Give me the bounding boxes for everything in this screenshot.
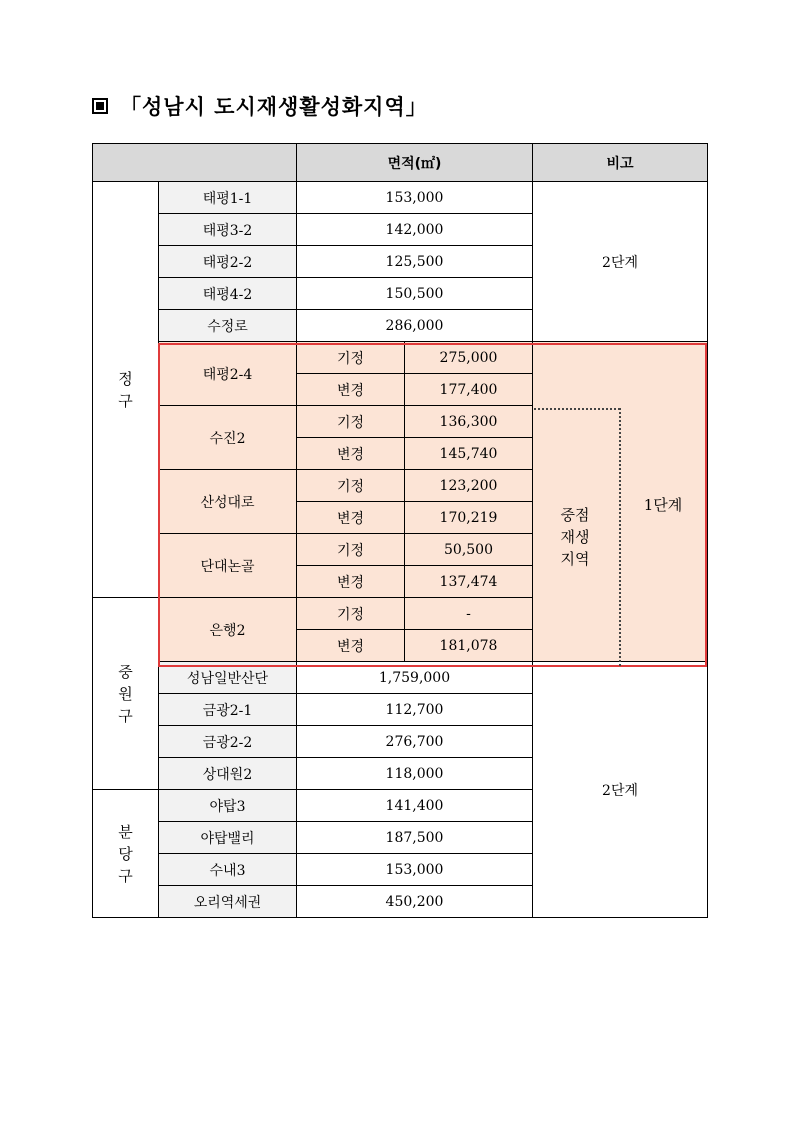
header-area: 면적(㎡)	[297, 144, 533, 182]
existing-area: 136,300	[405, 406, 533, 438]
region-area: 125,500	[297, 246, 533, 278]
region-area: 118,000	[297, 758, 533, 790]
region-name: 금광2-2	[159, 726, 297, 758]
region-name: 태평3-2	[159, 214, 297, 246]
changed-area: 177,400	[405, 374, 533, 406]
existing-label: 기정	[297, 342, 405, 374]
existing-label: 기정	[297, 598, 405, 630]
changed-area: 145,740	[405, 438, 533, 470]
existing-area: 50,500	[405, 534, 533, 566]
existing-label: 기정	[297, 470, 405, 502]
changed-label: 변경	[297, 630, 405, 662]
table-header-row	[93, 144, 708, 182]
region-name: 은행2	[159, 598, 297, 662]
region-area: 187,500	[297, 822, 533, 854]
region-name: 수내3	[159, 854, 297, 886]
district-jung	[93, 182, 159, 598]
urban-regeneration-table	[92, 143, 708, 918]
existing-area: 275,000	[405, 342, 533, 374]
region-name: 금광2-1	[159, 694, 297, 726]
region-name: 태평1-1	[159, 182, 297, 214]
filled-square-icon	[92, 98, 108, 114]
existing-label: 기정	[297, 406, 405, 438]
section-title	[92, 91, 428, 121]
region-area: 286,000	[297, 310, 533, 342]
region-area: 276,700	[297, 726, 533, 758]
changed-area: 181,078	[405, 630, 533, 662]
region-name: 태평4-2	[159, 278, 297, 310]
existing-label: 기정	[297, 534, 405, 566]
note-stage2-bottom: 2단계	[533, 662, 708, 918]
changed-label: 변경	[297, 438, 405, 470]
region-area: 112,700	[297, 694, 533, 726]
region-name: 단대논골	[159, 534, 297, 598]
district-bundang	[93, 790, 159, 918]
region-name: 수진2	[159, 406, 297, 470]
region-area: 150,500	[297, 278, 533, 310]
note-priority-label: 중점 재생 지역	[560, 506, 590, 568]
region-area: 1,759,000	[297, 662, 533, 694]
header-blank-cell	[93, 144, 297, 182]
header-note: 비고	[533, 144, 708, 182]
region-name: 태평2-4	[159, 342, 297, 406]
changed-label: 변경	[297, 502, 405, 534]
changed-area: 137,474	[405, 566, 533, 598]
existing-area: -	[405, 598, 533, 630]
changed-label: 변경	[297, 566, 405, 598]
district-bundang-label: 분 당 구	[118, 822, 133, 885]
changed-label: 변경	[297, 374, 405, 406]
region-name: 오리역세권	[159, 886, 297, 918]
region-name: 산성대로	[159, 470, 297, 534]
region-area: 142,000	[297, 214, 533, 246]
region-area: 153,000	[297, 854, 533, 886]
existing-area: 123,200	[405, 470, 533, 502]
table-row	[93, 662, 708, 694]
region-name: 야탑3	[159, 790, 297, 822]
region-name: 성남일반산단	[159, 662, 297, 694]
region-name: 수정로	[159, 310, 297, 342]
region-name: 태평2-2	[159, 246, 297, 278]
region-name: 상대원2	[159, 758, 297, 790]
note-stage2-top: 2단계	[533, 182, 708, 342]
region-name: 야탑밸리	[159, 822, 297, 854]
district-jung-label: 정 구	[118, 369, 133, 410]
region-area: 450,200	[297, 886, 533, 918]
district-jungwon-label: 중 원 구	[118, 662, 133, 725]
changed-area: 170,219	[405, 502, 533, 534]
region-area: 153,000	[297, 182, 533, 214]
region-area: 141,400	[297, 790, 533, 822]
table-row	[93, 342, 708, 374]
section-title-text: 「성남시 도시재생활성화지역」	[120, 95, 428, 119]
note-stage1-label: 1단계	[643, 496, 683, 514]
district-jungwon	[93, 598, 159, 790]
table-row	[93, 182, 708, 214]
